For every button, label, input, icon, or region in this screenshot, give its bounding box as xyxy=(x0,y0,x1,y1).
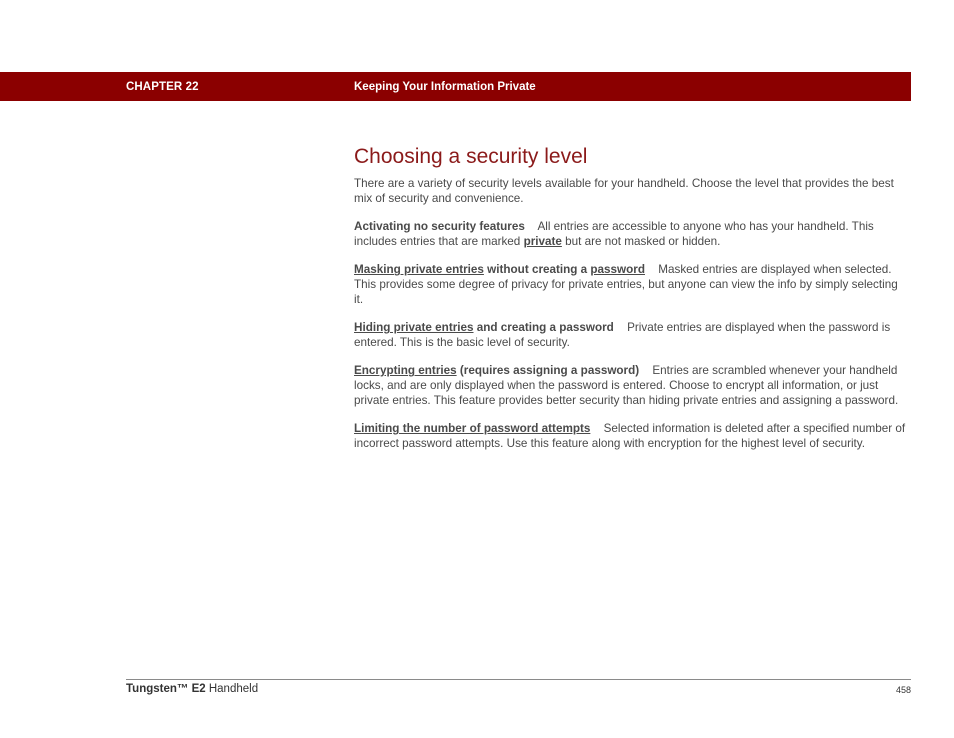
level-term: Activating no security features xyxy=(354,220,525,234)
private-link[interactable]: private xyxy=(523,234,562,248)
main-content xyxy=(354,143,910,465)
hiding-private-entries-link[interactable]: Hiding private entries xyxy=(354,321,474,335)
footer-brand: Tungsten™ E2 xyxy=(126,683,206,695)
page-title: Choosing a security level xyxy=(354,145,588,168)
level-term: and creating a password xyxy=(473,321,614,335)
limiting-password-attempts-link[interactable]: Limiting the number of password attempts xyxy=(354,422,591,436)
level-text: All entries are accessible to anyone who has your handheld. This includes entries that are marked xyxy=(354,220,874,248)
level-text: Selected information is deleted after a specified number of incorrect password attempts. Use this feature along with encryption for the highest level of security. xyxy=(354,422,906,450)
security-level-limiting-attempts xyxy=(354,422,910,451)
level-text: Masked entries are displayed when selected. This provides some degree of privacy for private entries, but anyone can view the info by simply selecting it. xyxy=(354,263,898,306)
level-text: Entries are scrambled whenever your handheld locks, and are only displayed when the password is entered. Choose to encrypt all information, or just private entries. This feature provides better security than hiding private entries and assigning a password. xyxy=(354,364,899,407)
level-term: without creating a xyxy=(483,263,591,277)
chapter-number: CHAPTER 22 xyxy=(126,81,199,93)
footer-divider xyxy=(126,679,911,680)
chapter-title: Keeping Your Information Private xyxy=(354,81,536,93)
security-level-masking xyxy=(354,263,910,307)
level-text: Private entries are displayed when the password is entered. This is the basic level of security. xyxy=(354,321,891,349)
footer-product-name xyxy=(126,683,258,695)
footer-product: Handheld xyxy=(205,683,259,695)
security-level-encrypting xyxy=(354,364,910,408)
level-text-end: but are not masked or hidden. xyxy=(561,234,721,248)
security-level-none xyxy=(354,220,910,249)
page-number: 458 xyxy=(895,685,911,695)
password-link[interactable]: password xyxy=(590,263,645,277)
masking-private-entries-link[interactable]: Masking private entries xyxy=(354,263,484,277)
intro-paragraph: There are a variety of security levels available for your handheld. Choose the level that provides the best mix of security and convenience. xyxy=(354,177,894,205)
level-term: (requires assigning a password) xyxy=(456,364,640,378)
encrypting-entries-link[interactable]: Encrypting entries xyxy=(354,364,457,378)
security-level-hiding xyxy=(354,321,910,350)
